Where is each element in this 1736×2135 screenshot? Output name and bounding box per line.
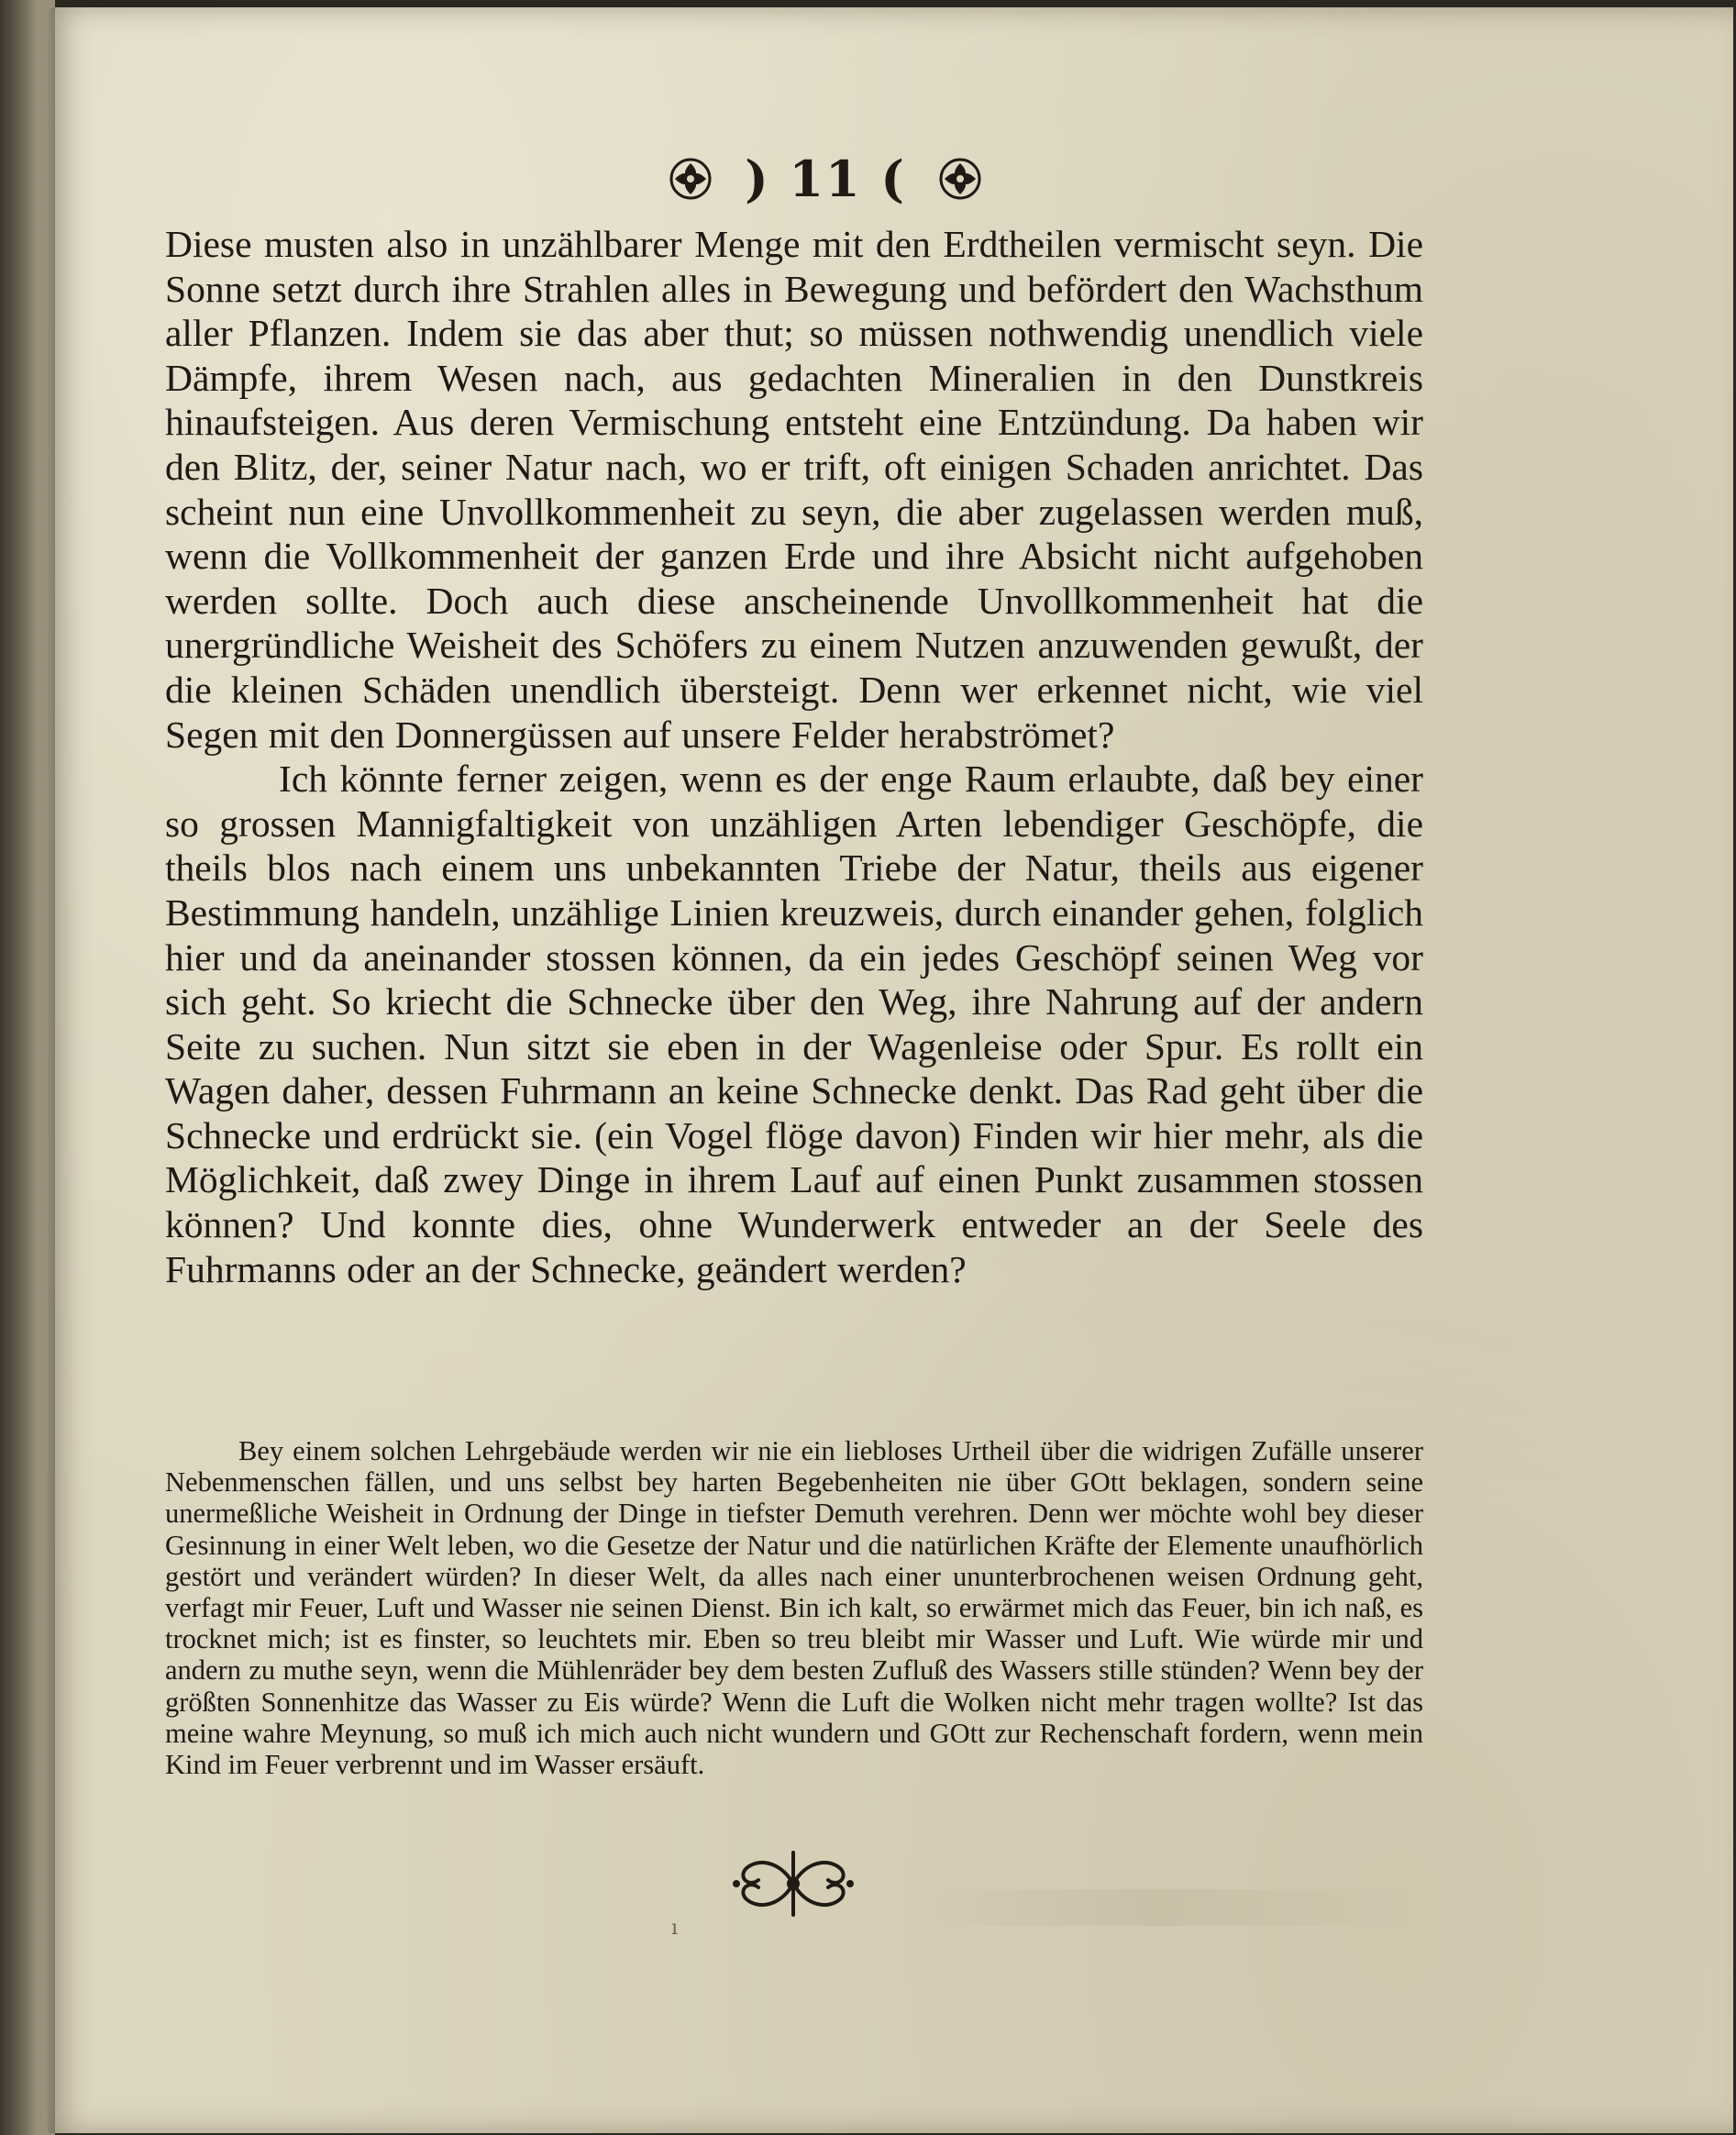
fleuron-icon-right: [937, 156, 983, 202]
main-text: [165, 222, 1423, 1291]
footnote-text: Bey einem solchen Lehrgebäude werden wir nie ein liebloses Urtheil über die widrigen Zufälle unserer Nebenmenschen fällen, und uns selbst bey harten Begebenheiten nie über GOtt beklagen, sondern seine unermeßliche Weisheit in Ordnung der Dinge in tiefster Demuth verehren. Denn wer möchte wohl bey dieser Gesinnung in einer Welt leben, wo die Gesetze der Natur und die natürlichen Kräfte der Elemente unaufhörlich gestört und verändert würden? In dieser Welt, da alles nach einer ununterbrochenen weisen Ordnung geht, verfagt mir Feuer, Luft und Wasser nie seinen Dienst. Bin ich kalt, so erwärmet mich das Feuer, bin ich naß, es trocknet mich; ist es finster, so leuchtets mir. Eben so treu bleibt mir Wasser und Luft. Wie würde mir und andern zu muthe seyn, wenn die Mühlenräder bey dem besten Zufluß des Wassers stille stünden? Wenn bey der größten Sonnenhitze das Wasser zu Eis würde? Wenn die Luft die Wolken nicht mehr tragen wollte? Ist das meine wahre Meynung, so muß ich mich auch nicht wundern und GOtt zur Rechenschaft fordern, wenn mein Kind im Feuer verbrennt und im Wasser ersäuft.: [165, 1435, 1423, 1781]
page-number: ) 11 (: [745, 149, 906, 208]
running-head: [642, 147, 1009, 211]
page-edge-shadow: [37, 0, 55, 2135]
footnote-section: [165, 1435, 1423, 1780]
paragraph-1: Diese musten also in unzählbarer Menge mit den Erdtheilen vermischt seyn. Die Sonne setzt durch ihre Strahlen alles in Bewegung und befördert den Wachsthum aller Pflanzen. Indem sie das aber thut; so müssen nothwendig unendlich viele Dämpfe, ihrem Wesen nach, aus gedachten Mineralien in den Dunstkreis hinaufsteigen. Aus deren Vermischung entsteht eine Entzündung. Da haben wir den Blitz, der, seiner Natur nach, wo er trift, oft einigen Schaden anrichtet. Das scheint nun eine Unvollkommenheit zu seyn, die aber zugelassen werden muß, wenn die Vollkommenheit der ganzen Erde und ihre Absicht nicht aufgehoben werden sollte. Doch auch diese anscheinende Unvollkommenheit hat die unergründliche Weisheit des Schöfers zu einem Nutzen anzuwenden gewußt, der die kleinen Schäden unendlich übersteigt. Denn wer erkennet nicht, wie viel Segen mit den Donnergüssen auf unsere Felder herabströmet?: [165, 223, 1423, 756]
fleuron-icon-left: [668, 156, 713, 202]
ink-show-through: [899, 1889, 1412, 1926]
stray-mark: ı: [671, 1917, 679, 1940]
vignette-ornament-icon: [729, 1842, 857, 1926]
paragraph-2: Ich könnte ferner zeigen, wenn es der enge Raum erlaubte, daß bey einer so grossen Mannigfaltigkeit von unzähligen Arten lebendiger Geschöpfe, die theils blos nach einem uns unbekannten Triebe der Natur, theils aus eigener Bestimmung handeln, unzählige Linien kreuzweis, durch einander gehen, folglich hier und da aneinander stossen können, da ein jedes Geschöpf seinen Weg vor sich geht. So kriecht die Schnecke über den Weg, ihre Nahrung auf der andern Seite zu suchen. Nun sitzt sie eben in der Wagenleise oder Spur. Es rollt ein Wagen daher, dessen Fuhrmann an keine Schnecke denkt. Das Rad geht über die Schnecke und erdrückt sie. (ein Vogel flöge davon) Finden wir hier mehr, als die Möglichkeit, daß zwey Dinge in ihrem Lauf auf einen Punkt zusammen stossen können? Und konnte dies, ohne Wunderwerk entweder an der Seele des Fuhrmanns oder an der Schnecke, geändert werden?: [165, 758, 1423, 1290]
